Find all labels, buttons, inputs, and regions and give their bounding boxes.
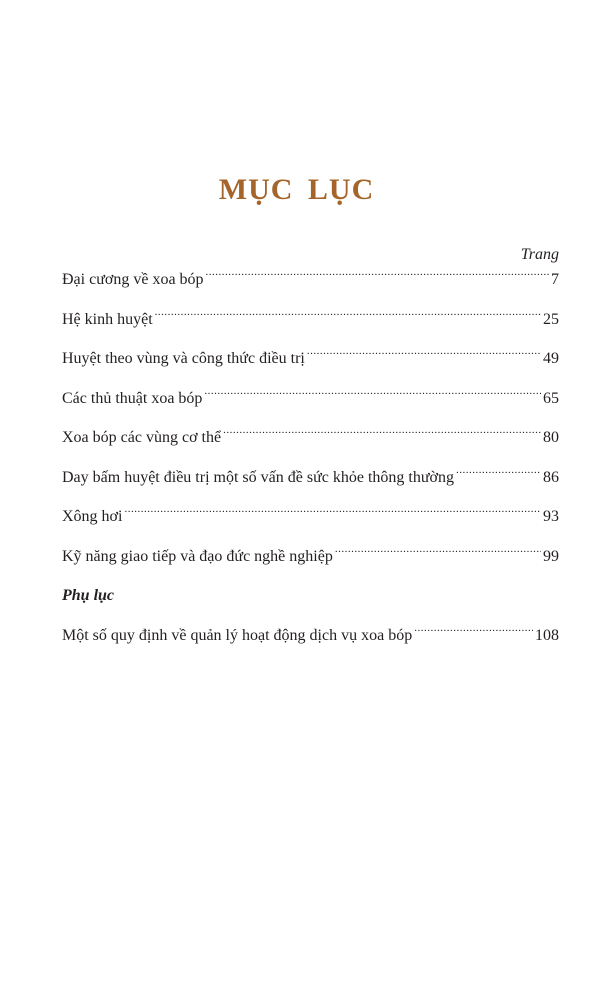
toc-entry-4[interactable] [62, 387, 559, 427]
toc-entry-page: 93 [543, 508, 559, 525]
toc-entry-7[interactable] [62, 505, 559, 545]
toc-entry-label: Day bấm huyệt điều trị một số vấn đề sức khỏe thông thường [62, 468, 454, 486]
dot-leader [155, 310, 541, 324]
toc-entry-5[interactable] [62, 426, 559, 466]
toc-entry-1[interactable] [62, 268, 559, 308]
toc-entry-label: Kỹ năng giao tiếp và đạo đức nghề nghiệp [62, 547, 333, 565]
toc-entry-label: Huyệt theo vùng và công thức điều trị [62, 350, 305, 367]
toc-entry-page: 108 [535, 626, 559, 644]
dot-leader [223, 428, 541, 442]
toc-entry-page: 80 [543, 429, 559, 446]
toc-entry-page: 7 [551, 271, 559, 288]
toc-entry-label: Xông hơi [62, 508, 123, 525]
toc-entry-6[interactable] [62, 466, 559, 506]
appendix-heading: Phụ lục [62, 587, 115, 604]
dot-leader [456, 468, 541, 482]
dot-leader [204, 389, 541, 403]
toc-entry-page: 99 [543, 547, 559, 565]
toc-entry-page: 49 [543, 350, 559, 367]
toc-entry-label: Xoa bóp các vùng cơ thể [62, 429, 222, 446]
toc-entry-3[interactable] [62, 347, 559, 387]
toc-entry-page: 65 [543, 389, 559, 407]
toc-entry-label: Đại cương về xoa bóp [62, 271, 204, 288]
dot-leader [124, 507, 541, 521]
dot-leader [307, 349, 541, 363]
dot-leader [335, 547, 541, 561]
toc-entry-label: Hệ kinh huyệt [62, 310, 153, 328]
toc-appendix-entry-1[interactable] [62, 624, 559, 664]
toc-entry-page: 86 [543, 468, 559, 486]
page-title: MỤC LỤC [218, 173, 375, 206]
toc-entry-page: 25 [543, 310, 559, 328]
toc-entry-2[interactable] [62, 308, 559, 348]
page-column-label: Trang [520, 246, 559, 263]
dot-leader [206, 270, 549, 284]
toc-entry-8[interactable] [62, 545, 559, 585]
table-of-contents [62, 268, 559, 663]
toc-entry-label: Các thủ thuật xoa bóp [62, 389, 203, 407]
dot-leader [414, 626, 533, 640]
toc-entry-label: Một số quy định về quản lý hoạt động dịch vụ xoa bóp [62, 626, 413, 644]
